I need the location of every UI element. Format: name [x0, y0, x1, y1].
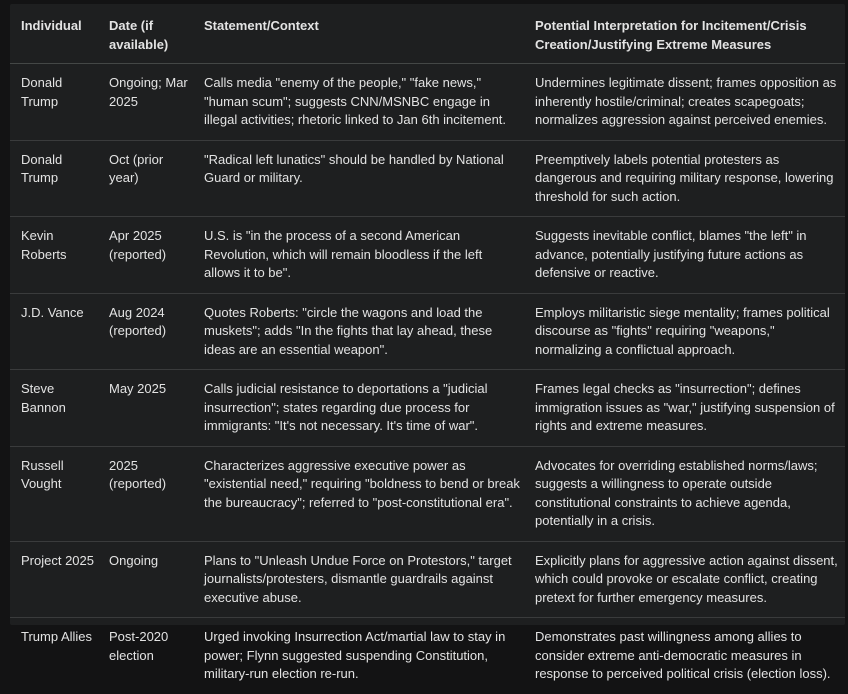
cell-statement: Characterizes aggressive executive power as "existential need," requiring "boldness to bend or break the bureaucracy"; referred to "post-constitutional era". — [193, 446, 524, 541]
cell-individual: Project 2025 — [10, 541, 98, 618]
cell-interpretation: Frames legal checks as "insurrection"; defines immigration issues as "war," justifying suspension of rights and extreme measures. — [524, 370, 845, 447]
table-row — [10, 541, 845, 618]
table-header-row — [10, 4, 845, 64]
cell-date: Oct (prior year) — [98, 140, 193, 217]
cell-statement: Quotes Roberts: "circle the wagons and load the muskets"; adds "In the fights that lay ahead, these ideas are an essential weapon". — [193, 293, 524, 370]
cell-date: Post-2020 election — [109, 629, 169, 663]
cell-statement: Calls media "enemy of the people," "fake news," "human scum"; suggests CNN/MSNBC engage in illegal activities; rhetoric linked to Jan 6th incitement. — [193, 64, 524, 141]
cell-date: Ongoing — [98, 541, 193, 618]
cell-individual: Donald Trump — [10, 140, 98, 217]
table-row — [10, 370, 845, 447]
cell-individual: Donald Trump — [10, 64, 98, 141]
cell-date: Aug 2024 (reported) — [98, 293, 193, 370]
cell-interpretation: Undermines legitimate dissent; frames opposition as inherently hostile/criminal; creates scapegoats; normalizes aggression against perceived enemies. — [524, 64, 845, 141]
header-statement: Statement/Context — [193, 4, 524, 64]
cell-individual: Kevin Roberts — [10, 217, 98, 294]
header-interpretation: Potential Interpretation for Incitement/Crisis Creation/Justifying Extreme Measures — [524, 4, 845, 64]
statements-table — [10, 4, 845, 694]
cell-interpretation: Preemptively labels potential protesters as dangerous and requiring military response, lowering threshold for such action. — [524, 140, 845, 217]
table-row — [10, 618, 845, 694]
cell-interpretation: Demonstrates past willingness among allies to consider extreme anti-democratic measures in response to perceived political crisis (election loss). — [535, 629, 831, 681]
table-row — [10, 140, 845, 217]
cell-date: Ongoing; Mar 2025 — [98, 64, 193, 141]
cell-interpretation: Suggests inevitable conflict, blames "the left" in advance, potentially justifying future actions as defensive or reactive. — [524, 217, 845, 294]
cell-interpretation: Employs militaristic siege mentality; frames political discourse as "fights" requiring "weapons," normalizing a conflictual approach. — [524, 293, 845, 370]
table-row — [10, 293, 845, 370]
cell-date: May 2025 — [98, 370, 193, 447]
cell-statement: "Radical left lunatics" should be handled by National Guard or military. — [193, 140, 524, 217]
header-date: Date (if available) — [98, 4, 193, 64]
cell-interpretation: Advocates for overriding established norms/laws; suggests a willingness to operate outside constitutional constraints to achieve agenda, potentially in a crisis. — [524, 446, 845, 541]
table-row — [10, 64, 845, 141]
cell-individual: Trump Allies — [21, 629, 93, 644]
cell-individual: Steve Bannon — [10, 370, 98, 447]
cell-interpretation: Explicitly plans for aggressive action against dissent, which could provoke or escalate conflict, creating pretext for further emergency measures. — [524, 541, 845, 618]
table-row — [10, 446, 845, 541]
header-individual: Individual — [10, 4, 98, 64]
cell-individual: Russell Vought — [10, 446, 98, 541]
cell-statement: Calls judicial resistance to deportations a "judicial insurrection"; states regarding due process for immigrants: "It's not necessary. It's time of war". — [193, 370, 524, 447]
cell-statement: Urged invoking Insurrection Act/martial law to stay in power; Flynn suggested suspending Constitution, military-run election re-run. — [204, 629, 506, 681]
cell-individual: J.D. Vance — [10, 293, 98, 370]
cell-statement: Plans to "Unleash Undue Force on Protestors," target journalists/protesters, dismantle guardrails against executive abuse. — [193, 541, 524, 618]
table-row — [10, 217, 845, 294]
cell-statement: U.S. is "in the process of a second American Revolution, which will remain bloodless if the left allows it to be". — [193, 217, 524, 294]
statements-table-container — [10, 4, 845, 681]
cell-date: 2025 (reported) — [98, 446, 193, 541]
cell-date: Apr 2025 (reported) — [98, 217, 193, 294]
